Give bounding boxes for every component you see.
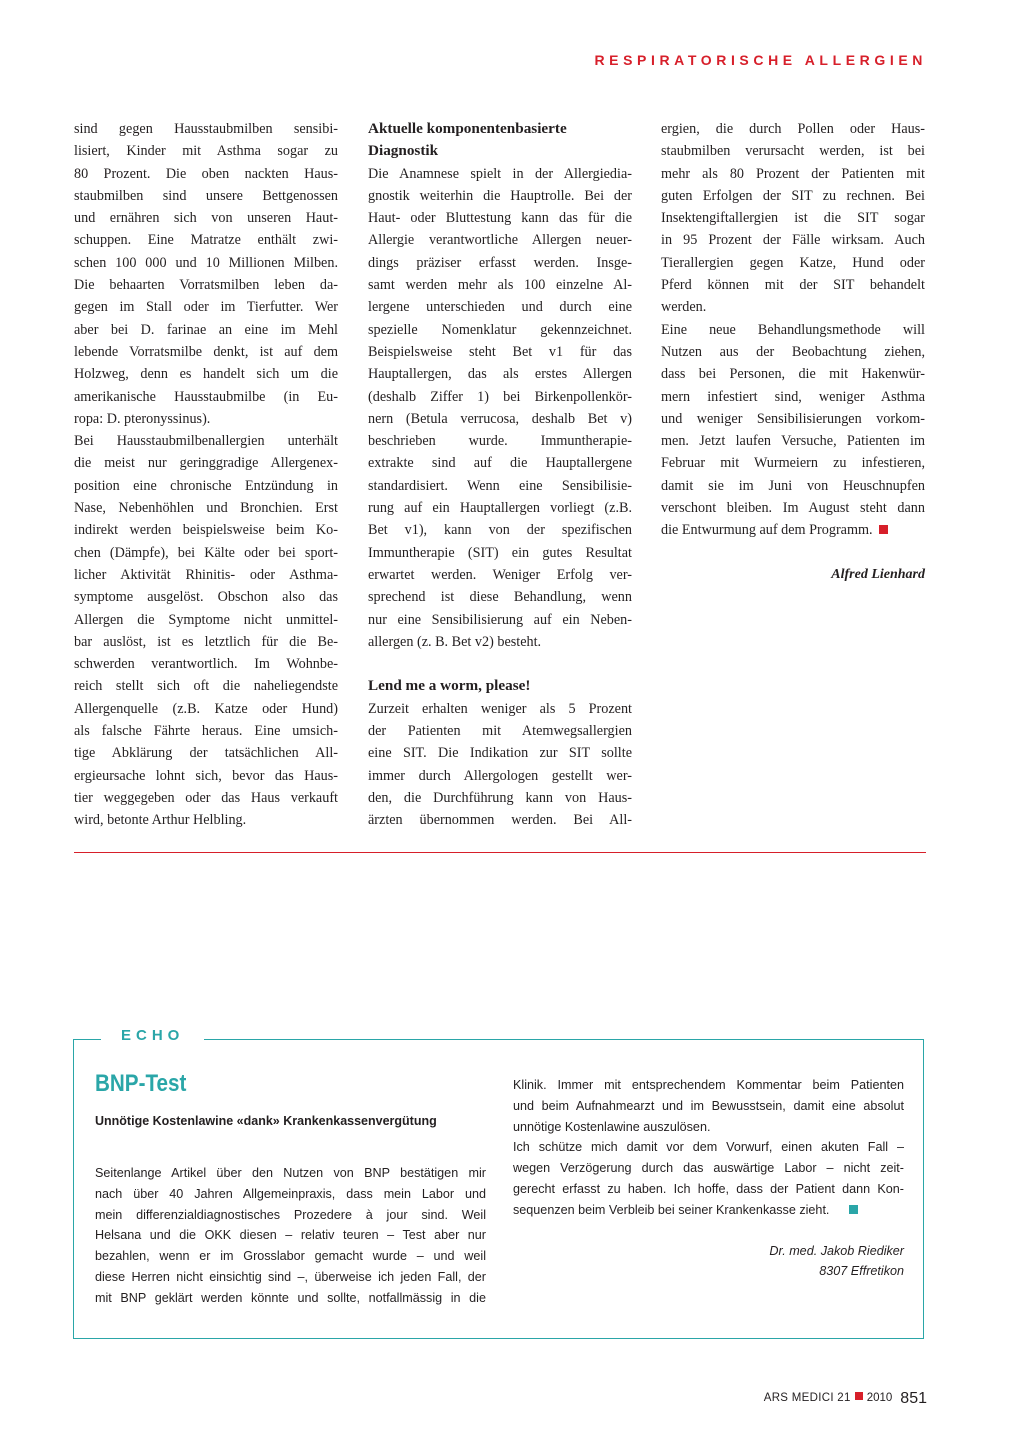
body-line: men. Jetzt laufen Versuche, Patienten im: [661, 433, 925, 450]
body-line: den, die Durchführung kann von Haus-: [368, 789, 632, 806]
body-line: und ernähren sich von unseren Haut-: [74, 210, 338, 227]
body-line: rung auf ein Hauptallergen vorliegt (z.B.: [368, 500, 632, 517]
body-line: ropa: D. pteronyssinus).: [74, 410, 211, 427]
echo-line: nach über 40 Jahren Allgemeinpraxis, dass mein Labor und: [95, 1186, 486, 1201]
body-line: Haut- oder Bluttestung kann das für die: [368, 210, 632, 227]
body-line: ergieursache lohnt sich, bevor das Haus-: [74, 767, 338, 784]
echo-line: Ich schütze mich damit vor dem Vorwurf, einen akuten Fall –: [513, 1140, 904, 1155]
body-line: die meist nur geringgradige Allergenex-: [74, 455, 338, 472]
echo-line: diese Herren nicht einsichtig sind –, überweise ich jeden Fall, der: [95, 1269, 486, 1284]
body-line: symptome ausgelöst. Obschon also das: [74, 589, 338, 606]
body-line: sprechend ist diese Behandlung, wenn: [368, 589, 632, 606]
body-line: lebende Vorratsmilbe denkt, ist auf dem: [74, 343, 338, 360]
body-line: Pferd können mit der SIT behandelt: [661, 277, 925, 294]
echo-column-2: [513, 1075, 904, 1282]
body-line: Allergie verantwortliche Allergen neuer-: [368, 232, 632, 249]
body-line: beschrieben wurde. Immuntherapie-: [368, 433, 632, 450]
body-line-text: die Entwurmung auf dem Programm.: [661, 522, 873, 539]
body-line: ärzten übernommen werden. Bei All-: [368, 812, 632, 829]
echo-end-square-icon: [849, 1205, 858, 1214]
body-line: und weniger Sensibilisierungen vorkom-: [661, 410, 925, 427]
page-footer: [764, 1390, 927, 1408]
body-line: licher Aktivität Rhinitis- oder Asthma-: [74, 566, 338, 583]
body-line: guten Erfolgen der SIT zu rechnen. Bei: [661, 187, 925, 204]
body-line: wird, betonte Arthur Helbling.: [74, 812, 247, 829]
body-line: Immuntherapie (SIT) ein gutes Resultat: [368, 544, 632, 561]
body-line: Bei Hausstaubmilbenallergien unterhält: [74, 433, 338, 450]
body-line: mehr als 80 Prozent der Patienten mit: [661, 165, 925, 182]
body-line: 80 Prozent. Die oben nackten Haus-: [74, 165, 338, 182]
echo-title: BNP-Test: [95, 1070, 187, 1097]
section-title: RESPIRATORISCHE ALLERGIEN: [594, 52, 927, 68]
body-line: dings präziser erfasst werden. Insge-: [368, 254, 632, 271]
body-line: der Patienten mit Atemwegsallergien: [368, 723, 632, 740]
body-line: ergien, die durch Pollen oder Haus-: [661, 121, 925, 137]
echo-line: Seitenlange Artikel über den Nutzen von BNP bestätigen mir: [95, 1166, 486, 1180]
body-line: damit sie im Juni von Heuschnupfen: [661, 477, 925, 494]
echo-line: Helsana und die OKK diesen – relativ teuren – Test aber nur: [95, 1228, 486, 1243]
body-line: lergene unterschieden und durch eine: [368, 299, 632, 316]
body-line: werden.: [661, 299, 707, 316]
body-line: immer durch Allergologen gestellt wer-: [368, 767, 632, 784]
body-line: Zurzeit erhalten weniger als 5 Prozent: [368, 700, 632, 717]
body-line: Allergen die Symptome nicht unmittel-: [74, 611, 338, 628]
body-line: staubmilben verursacht werden, ist bei: [661, 143, 925, 160]
body-line: Beispielsweise steht Bet v1 für das: [368, 343, 632, 360]
body-line: spezielle Nomenklatur gekennzeichnet.: [368, 321, 632, 338]
body-line: tier weggegeben oder das Haus verkauft: [74, 789, 338, 806]
body-line: gnostik weiterhin die Hauptrolle. Bei der: [368, 187, 632, 204]
body-line: Hauptallergen, das als erstes Allergen: [368, 366, 632, 383]
body-line: dass bei Personen, die mit Hakenwür-: [661, 366, 925, 383]
body-line: Die behaarten Vorratsmilben leben da-: [74, 277, 338, 294]
body-line: Nutzen aus der Beobachtung ziehen,: [661, 343, 925, 360]
echo-line: Klinik. Immer mit entsprechendem Kommentar beim Patienten: [513, 1078, 904, 1092]
subheading-worm: Lend me a worm, please!: [368, 677, 531, 695]
echo-line: und beim Aufnahmearzt und im Bewusstsein, damit eine absolut: [513, 1098, 904, 1113]
body-line: schwerden verantwortlich. Im Wohnbe-: [74, 656, 338, 673]
body-line: standardisiert. Wenn eine Sensibilisie-: [368, 477, 632, 494]
echo-line-final: [513, 1200, 904, 1221]
body-line: lisiert, Kinder mit Asthma sogar zu: [74, 143, 338, 160]
body-line: gegen im Stall oder im Tierfutter. Wer: [74, 299, 338, 316]
body-line: sind gegen Hausstaubmilben sensibi-: [74, 121, 338, 137]
body-line-final: [661, 519, 925, 541]
body-line: Februar mit Wurmeiern zu infestieren,: [661, 455, 925, 472]
body-line: als falsche Fährte heraus. Eine umsich-: [74, 723, 338, 740]
body-line: in 95 Prozent der Fälle wirksam. Auch: [661, 232, 925, 249]
subheading-diagnostik-line: Diagnostik: [368, 142, 439, 160]
body-line: Insektengiftallergien ist die SIT sogar: [661, 210, 925, 227]
body-line: staubmilben sind unsere Bettgenossen: [74, 187, 338, 204]
body-line: Eine neue Behandlungsmethode will: [661, 321, 925, 338]
body-line: (deshalb Ziffer 1) bei Birkenpollenkör-: [368, 388, 632, 405]
body-line: bar auslöst, ist es letztlich für die Be-: [74, 633, 338, 650]
echo-line: wegen Verzögerung durch das auswärtige Labor – nicht zeit-: [513, 1161, 904, 1176]
article-column-3: [661, 118, 925, 586]
body-line: nern (Betula verrucosa, deshalb Bet v): [368, 410, 632, 427]
body-line: position eine chronische Entzündung in: [74, 477, 338, 494]
echo-signature-name: Dr. med. Jakob Riediker: [769, 1243, 904, 1258]
body-line: erwartet werden. Weniger Erfolg ver-: [368, 566, 632, 583]
echo-label: ECHO: [101, 1027, 204, 1044]
echo-signature-place: 8307 Effretikon: [819, 1264, 904, 1279]
body-line: nur eine Sensibilisierung auf ein Neben-: [368, 611, 632, 628]
body-line: tige Abklärung der tatsächlichen All-: [74, 745, 338, 762]
echo-line: mit BNP geklärt werden könnte und sollte, notfallmässig in die: [95, 1290, 486, 1305]
body-line: mern infestiert sind, weniger Asthma: [661, 388, 925, 405]
journal-year: 2010: [866, 1392, 893, 1404]
echo-line: bezahlen, wenn er im Grosslabor gemacht wurde – und weil: [95, 1249, 486, 1264]
journal-name: ARS MEDICI 21: [763, 1392, 851, 1404]
body-line: amerikanische Hausstaubmilbe (in Eu-: [74, 388, 338, 405]
body-line: aber bei D. farinae an eine im Mehl: [74, 321, 338, 338]
body-line: schen 100 000 und 10 Millionen Milben.: [74, 254, 338, 271]
body-line: verschont bleiben. Im August steht dann: [661, 500, 925, 517]
body-line: Bet v1), kann von der spezifischen: [368, 522, 632, 539]
page-number: 851: [900, 1390, 927, 1407]
section-divider: [74, 852, 926, 853]
echo-line-text: sequenzen beim Verbleib bei seiner Krankenkasse zieht.: [513, 1202, 830, 1217]
subheading-diagnostik-line: Aktuelle komponentenbasierte: [368, 120, 567, 137]
echo-line: mein differenzialdiagnostisches Prozedere à jour sind. Weil: [95, 1207, 486, 1222]
echo-line: unnötige Kostenlawine auszulösen.: [513, 1119, 711, 1134]
body-line: Tierallergien gegen Katze, Hund oder: [661, 254, 925, 271]
body-line: eine SIT. Die Indikation zur SIT sollte: [368, 745, 632, 762]
body-line: schuppen. Eine Matratze enthält zwi-: [74, 232, 338, 249]
body-line: Die Anamnese spielt in der Allergiedia-: [368, 165, 632, 182]
body-line: chen (Dämpfe), bei Kälte oder bei sport-: [74, 544, 338, 561]
body-line: indirekt werden beispielsweise beim Ko-: [74, 522, 338, 539]
article-column-1: [74, 118, 338, 832]
echo-column-1: [95, 1163, 486, 1309]
echo-subtitle: Unnötige Kostenlawine «dank» Krankenkassenvergütung: [95, 1114, 437, 1128]
body-line: Holzweg, denn es handelt sich um die: [74, 366, 338, 383]
body-line: Nase, Nebenhöhlen und Bronchien. Erst: [74, 500, 338, 517]
article-author: Alfred Lienhard: [831, 566, 925, 582]
body-line: allergen (z. B. Bet v2) besteht.: [368, 633, 542, 650]
article-end-square-icon: [879, 525, 888, 534]
body-line: extrakte sind auf die Hauptallergene: [368, 455, 632, 472]
article-column-2: [368, 118, 632, 832]
body-line: Allergenquelle (z.B. Katze oder Hund): [74, 700, 338, 717]
echo-line: gerecht erfasst zu haben. Ich hoffe, dass der Patient dann Kon-: [513, 1181, 904, 1196]
footer-square-icon: [855, 1392, 863, 1400]
body-line: samt werden mehr als 100 einzelne Al-: [368, 277, 632, 294]
body-line: reich stellt sich oft die naheliegendste: [74, 678, 338, 695]
